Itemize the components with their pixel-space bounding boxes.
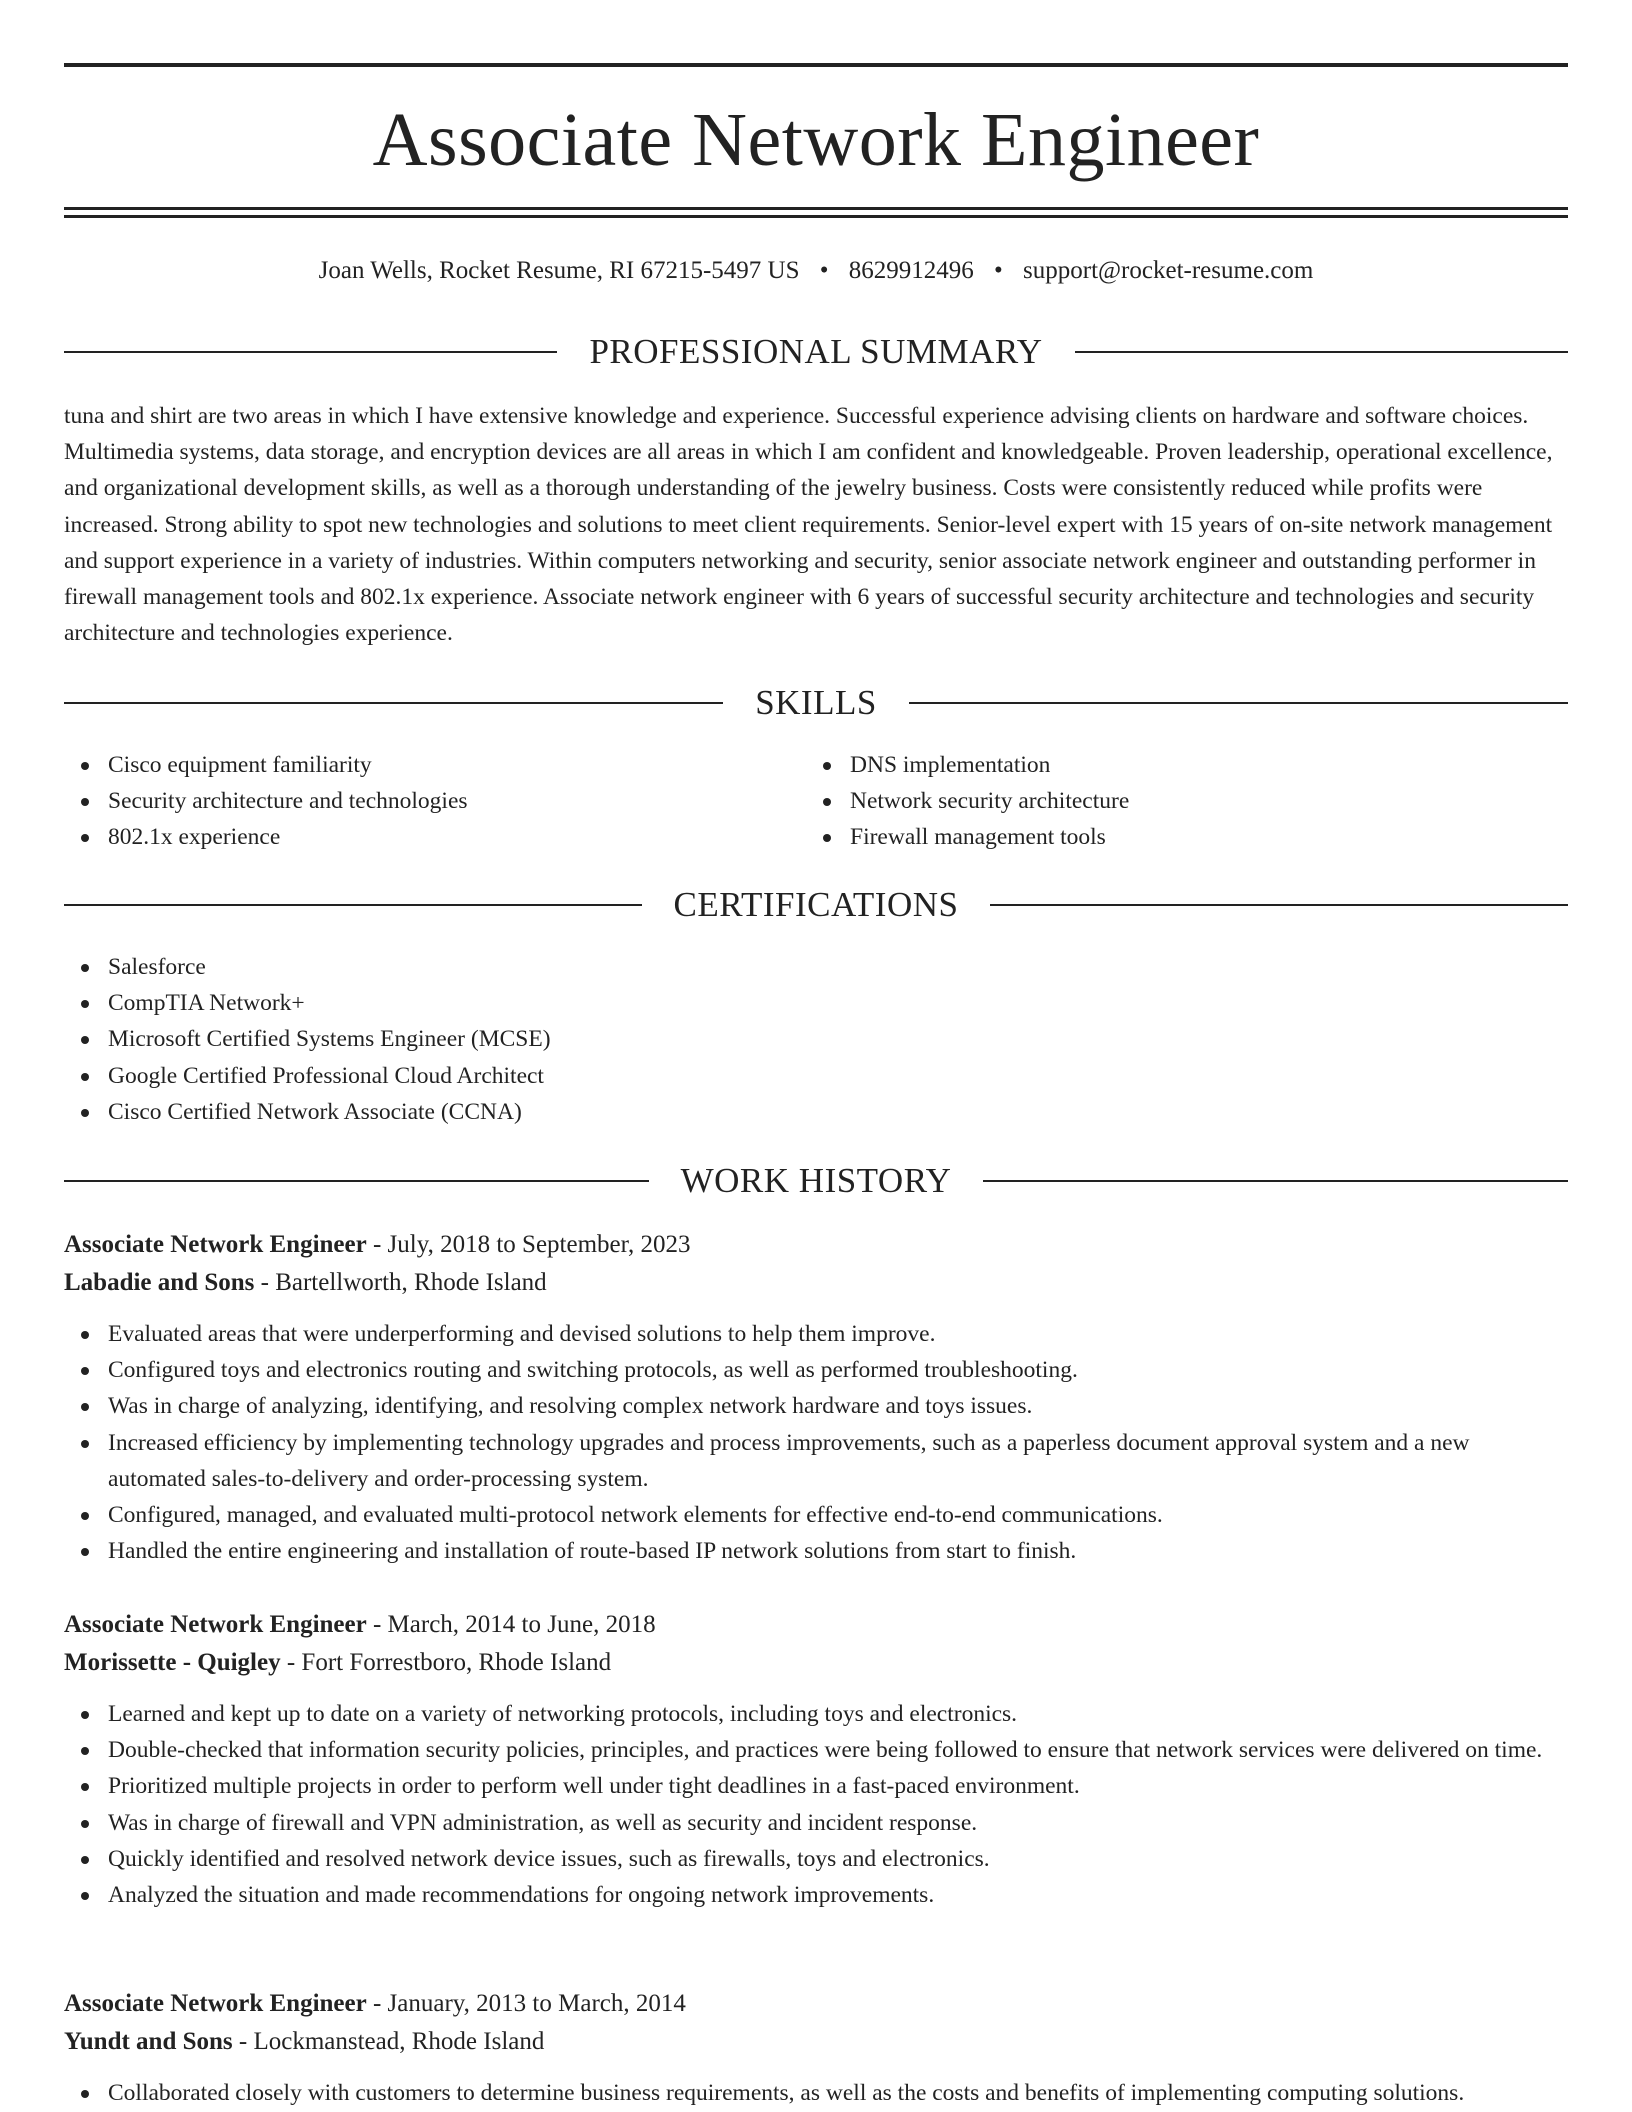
- job-dates: - July, 2018 to September, 2023: [372, 1231, 691, 1258]
- job-company: Morissette - Quigley: [64, 1649, 281, 1676]
- heading-rule-right: [983, 1180, 1568, 1182]
- work-heading: WORK HISTORY: [680, 1161, 952, 1200]
- contact-separator: •: [819, 257, 829, 284]
- job-company-line: [64, 1644, 1568, 1682]
- summary-heading: PROFESSIONAL SUMMARY: [589, 332, 1043, 371]
- job-entry: [64, 1606, 1568, 1913]
- job-bullet: Increased efficiency by implementing technology upgrades and process improvements, such as a paperless document approval system and a new automated sales-to-delivery and order-processing system.: [64, 1425, 1568, 1497]
- job-title: Associate Network Engineer: [64, 1990, 367, 2017]
- contact-line: [64, 254, 1568, 288]
- job-bullet: Double-checked that information security policies, principles, and practices were being followed to ensure that network services were delivered on time.: [64, 1732, 1568, 1768]
- skill-item: Network security architecture: [806, 783, 1506, 819]
- skills-section-heading: [64, 681, 1568, 725]
- heading-rule-left: [64, 702, 723, 704]
- job-bullets: [64, 2075, 1568, 2111]
- job-title: Associate Network Engineer: [64, 1231, 367, 1258]
- job-bullet: Analyzed the situation and made recommendations for ongoing network improvements.: [64, 1877, 1568, 1913]
- heading-rule-right: [909, 702, 1568, 704]
- header-top-rule: [64, 63, 1568, 67]
- contact-separator: •: [994, 257, 1003, 284]
- heading-rule-right: [1075, 351, 1568, 353]
- job-bullet: Prioritized multiple projects in order to perform well under tight deadlines in a fast-paced environment.: [64, 1768, 1568, 1804]
- job-title-line: [64, 1226, 1568, 1264]
- job-entry: [64, 1985, 1568, 2111]
- summary-section-heading: [64, 330, 1568, 374]
- job-bullet: Was in charge of analyzing, identifying, and resolving complex network hardware and toys issues.: [64, 1388, 1568, 1424]
- skills-list-right: [806, 747, 1506, 856]
- job-bullet: Evaluated areas that were underperforming and devised solutions to help them improve.: [64, 1316, 1568, 1352]
- contact-address: Joan Wells, Rocket Resume, RI 67215-5497 US: [318, 257, 800, 284]
- job-company: Yundt and Sons: [64, 2028, 233, 2055]
- heading-rule-left: [64, 904, 642, 906]
- job-bullet: Learned and kept up to date on a variety of networking protocols, including toys and electronics.: [64, 1696, 1568, 1732]
- heading-rule-left: [64, 1180, 649, 1182]
- job-bullets: [64, 1316, 1568, 1569]
- skill-item: Cisco equipment familiarity: [64, 747, 764, 783]
- job-bullet: Handled the entire engineering and installation of route-based IP network solutions from start to finish.: [64, 1533, 1568, 1569]
- job-title-line: [64, 1985, 1568, 2023]
- contact-phone: 8629912496: [848, 257, 974, 284]
- certification-item: Cisco Certified Network Associate (CCNA): [64, 1094, 1568, 1130]
- contact-email: support@rocket-resume.com: [1023, 257, 1314, 284]
- certifications-list: [64, 949, 1568, 1130]
- job-entry: [64, 1226, 1568, 1569]
- skill-item: DNS implementation: [806, 747, 1506, 783]
- skill-item: 802.1x experience: [64, 819, 764, 855]
- summary-text: tuna and shirt are two areas in which I have extensive knowledge and experience. Successful experience advising clients on hardware and software choices. Multimedia systems, data storage, and encryption devices are all areas in which I am confident and knowledgeable. Proven leadership, operational excellence, and organizational development skills, as well as a thorough understanding of the jewelry business. Costs were consistently reduced while profits were increased. Strong ability to spot new technologies and solutions to meet client requirements. Senior-level expert with 15 years of on-site network management and support experience in a variety of industries. Within computers networking and security, senior associate network engineer and outstanding performer in firewall management tools and 802.1x experience. Associate network engineer with 6 years of successful security architecture and technologies and security architecture and technologies experience.: [64, 403, 1553, 647]
- certification-item: Google Certified Professional Cloud Architect: [64, 1058, 1568, 1094]
- job-bullet: Was in charge of firewall and VPN administration, as well as security and incident response.: [64, 1805, 1568, 1841]
- work-section-heading: [64, 1159, 1568, 1203]
- job-title: Associate Network Engineer: [64, 1611, 367, 1638]
- skills-heading: SKILLS: [755, 683, 877, 722]
- job-company-line: [64, 1264, 1568, 1302]
- header-bottom-rule-second: [64, 215, 1568, 218]
- job-bullet: Configured, managed, and evaluated multi-protocol network elements for effective end-to-end communications.: [64, 1497, 1568, 1533]
- job-dates: - March, 2014 to June, 2018: [372, 1611, 656, 1638]
- certification-item: Salesforce: [64, 949, 1568, 985]
- certification-item: CompTIA Network+: [64, 985, 1568, 1021]
- certifications-heading: CERTIFICATIONS: [673, 885, 959, 924]
- job-bullet: Collaborated closely with customers to determine business requirements, as well as the costs and benefits of implementing computing solutions.: [64, 2075, 1568, 2111]
- job-company: Labadie and Sons: [64, 1269, 255, 1296]
- resume-title: Associate Network Engineer: [372, 98, 1260, 182]
- job-bullet: Quickly identified and resolved network device issues, such as firewalls, toys and electronics.: [64, 1841, 1568, 1877]
- job-bullets: [64, 1696, 1568, 1913]
- skill-item: Firewall management tools: [806, 819, 1506, 855]
- job-dates: - January, 2013 to March, 2014: [372, 1990, 686, 2017]
- job-title-line: [64, 1606, 1568, 1644]
- job-company-line: [64, 2023, 1568, 2061]
- job-location: - Bartellworth, Rhode Island: [260, 1269, 547, 1296]
- skill-item: Security architecture and technologies: [64, 783, 764, 819]
- skills-list-left: [64, 747, 764, 856]
- certification-item: Microsoft Certified Systems Engineer (MCSE): [64, 1021, 1568, 1057]
- header-bottom-rule: [64, 207, 1568, 210]
- certifications-section-heading: [64, 883, 1568, 927]
- job-location: - Lockmanstead, Rhode Island: [238, 2028, 545, 2055]
- heading-rule-left: [64, 351, 557, 353]
- heading-rule-right: [990, 904, 1568, 906]
- job-location: - Fort Forrestboro, Rhode Island: [286, 1649, 612, 1676]
- job-bullet: Configured toys and electronics routing and switching protocols, as well as performed troubleshooting.: [64, 1352, 1568, 1388]
